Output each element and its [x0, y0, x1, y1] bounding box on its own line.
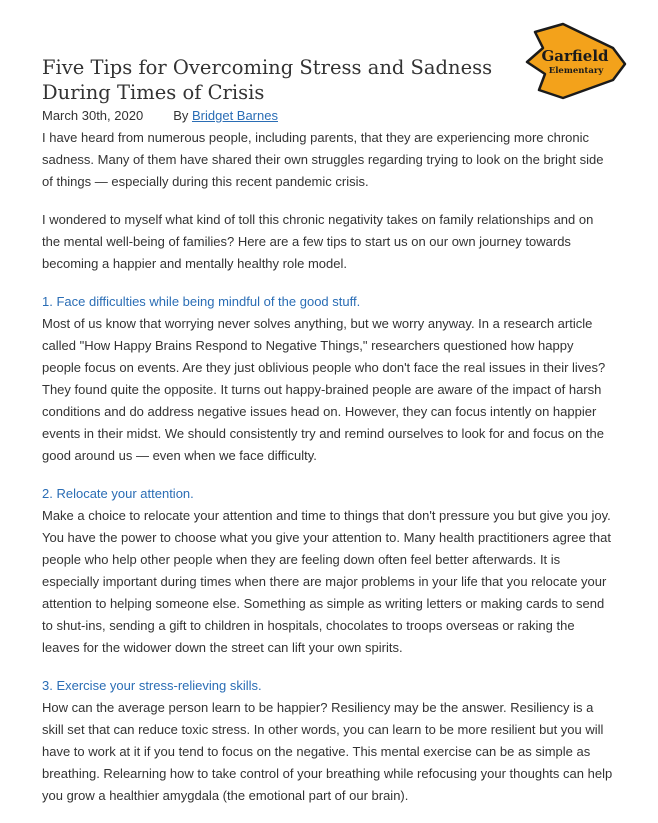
intro-paragraph-1: I have heard from numerous people, including parents, that they are experiencing more chronic sadness. Many of them have shared their own struggles regarding trying to look on the bright side of things — especially during this recent pandemic crisis. — [42, 130, 604, 189]
tip-section-1 — [42, 291, 614, 467]
author-link[interactable]: Bridget Barnes — [191, 108, 278, 123]
article-title: Five Tips for Overcoming Stress and Sadness During Times of Crisis — [42, 56, 493, 104]
tip-body-3: How can the average person learn to be happier? Resiliency may be the answer. Resiliency is a skill set that can reduce toxic stress. In other words, you can learn to be more resilient but you will have to work at it if you tend to focus on the negative. This mental exercise can be as simple as breathing. Relearning how to take control of your breathing while refocusing your thoughts can help you grow a healthier amygdala (the emotional part of our brain). — [42, 700, 613, 803]
tip-heading-3: 3. Exercise your stress-relieving skills. — [42, 678, 262, 693]
byline-label: By — [173, 108, 189, 123]
tip-body-1: Most of us know that worrying never solves anything, but we worry anyway. In a research article called "How Happy Brains Respond to Negative Things," researchers questioned how happy people focus on events. Are they just oblivious people who don't face the real issues in their lives? They found quite the opposite. It turns out happy-brained people are aware of the impact of harsh conditions and do address negative issues head on. However, they can focus intently on happier events in their midst. We should consistently try and remind ourselves to look for and focus on the good around us — even when we face difficulty. — [42, 316, 606, 463]
tip-section-3 — [42, 675, 614, 807]
article-date: March 30th, 2020 — [42, 108, 144, 123]
logo-text-garfield: Garfield — [541, 47, 609, 65]
school-logo — [521, 22, 629, 102]
article-meta — [42, 108, 278, 124]
tip-heading-1: 1. Face difficulties while being mindful of the good stuff. — [42, 294, 361, 309]
tip-body-2: Make a choice to relocate your attention and time to things that don't pressure you but give you joy. You have the power to choose what you give your attention to. Many health practitioners agree that people who help other people when they are feeling down often feel better afterwards. It is especially important during times when there are major problems in your life that you relocate your attention to helping someone else. Something as simple as writing letters or making cards to send to shut-ins, sending a gift to children in hospitals, chocolates to troops overseas or raking the leaves for the widower down the street can lift your own spirits. — [42, 508, 611, 655]
tip-heading-2: 2. Relocate your attention. — [42, 486, 194, 501]
article-body — [42, 127, 614, 823]
arrowhead-logo-icon — [521, 22, 629, 102]
tip-section-2 — [42, 483, 614, 659]
logo-text-elementary: Elementary — [548, 66, 604, 76]
intro-paragraph-2: I wondered to myself what kind of toll this chronic negativity takes on family relationships and on the mental well-being of families? Here are a few tips to start us on our own journey towards becoming a happier and mentally healthy role model. — [42, 212, 594, 271]
